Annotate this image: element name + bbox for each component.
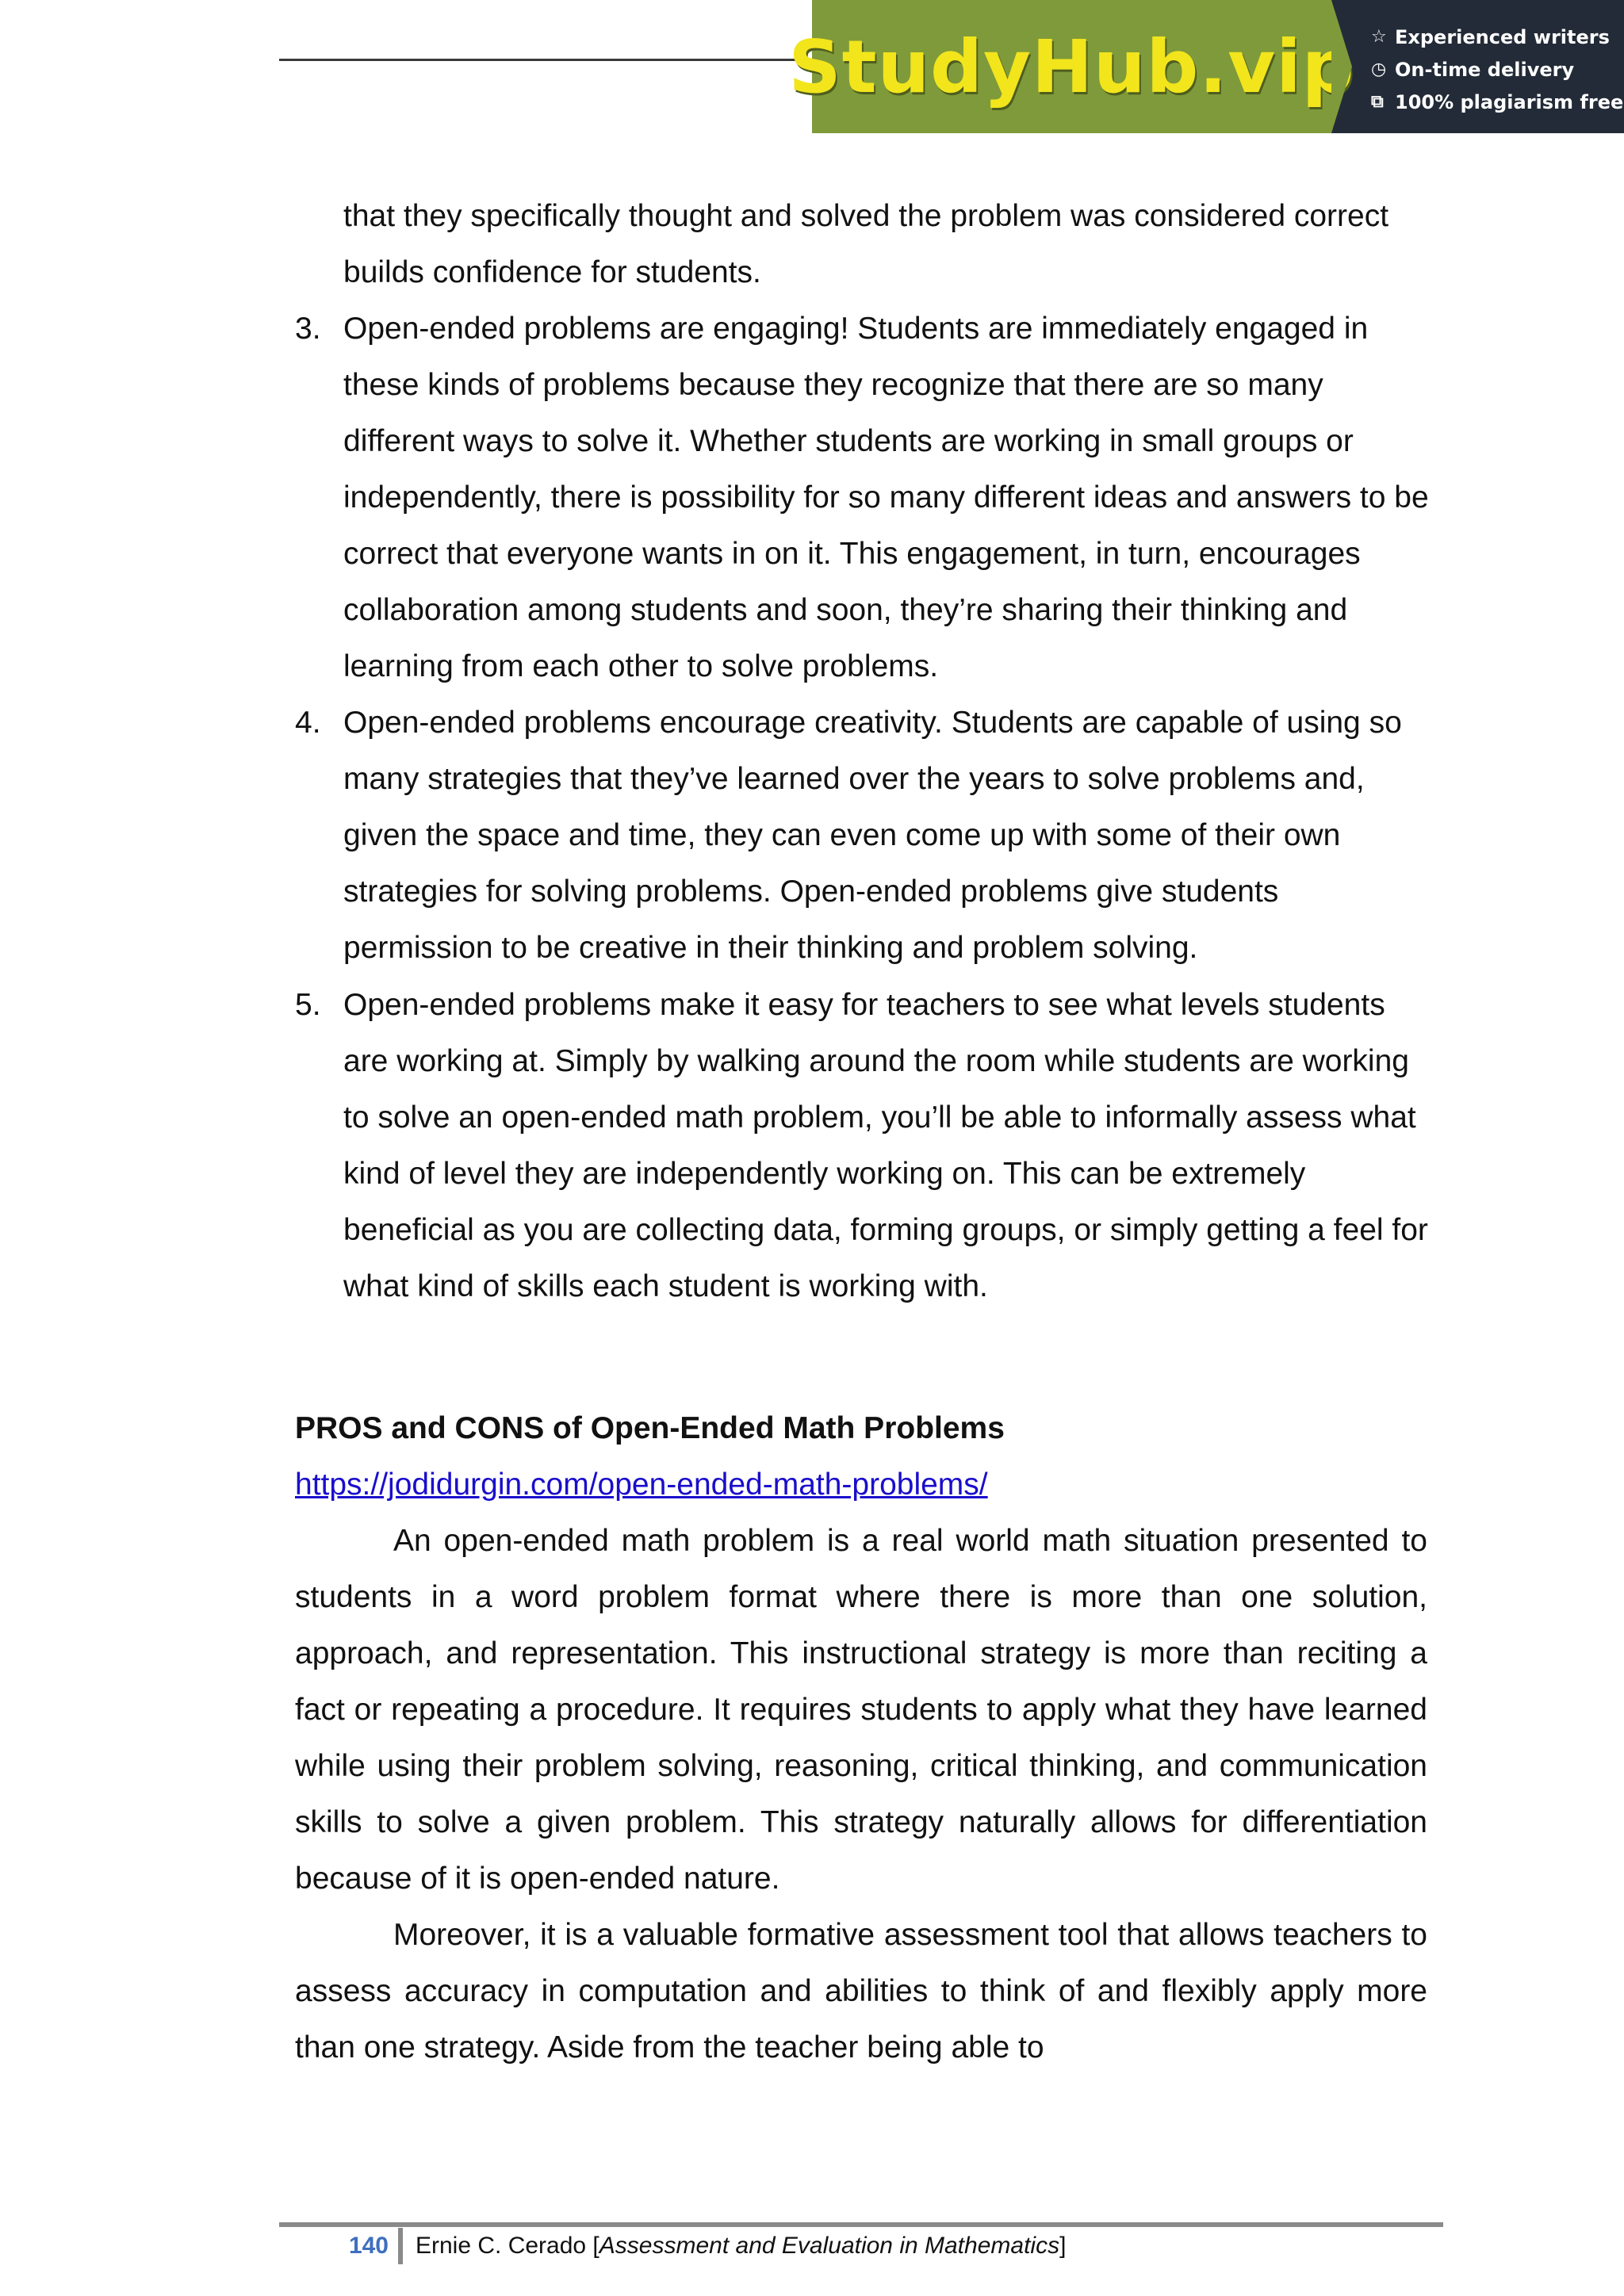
banner-arrow	[1331, 0, 1352, 133]
list-item-continuation: that they specifically thought and solved the problem was considered correct builds confidence for students.	[343, 199, 1389, 289]
header-rule	[279, 59, 818, 61]
footer-separator	[398, 2228, 403, 2264]
list-number: 3.	[295, 312, 321, 346]
page-footer	[279, 2228, 1066, 2264]
section-heading: PROS and CONS of Open-Ended Math Problems	[295, 1411, 1005, 1445]
feature-label: Experienced writers	[1395, 25, 1610, 48]
feature-label: On-time delivery	[1395, 58, 1575, 81]
brand-logo: StudyHub.vip	[788, 24, 1355, 109]
feature-label: 100% plagiarism free	[1395, 90, 1624, 113]
studyhub-banner[interactable]	[788, 0, 1624, 133]
footer-bracket: ]	[1059, 2233, 1067, 2259]
list-text: Open-ended problems are engaging! Students are immediately engaged in these kinds of problems because they recognize that there are so many different ways to solve it. Whether students are working in small groups or independently, there is possibility for so many different ideas and answers to be correct that everyone wants in on it. This engagement, in turn, encourages collaboration among students and soon, they’re sharing their thinking and learning from each other to solve problems.	[343, 312, 1429, 683]
brand-panel	[788, 0, 1355, 133]
paragraph-2: Moreover, it is a valuable formative assessment tool that allows teachers to assess accuracy in computation and abilities to think of and flexibly apply more than one strategy. Aside from the teacher being able to	[295, 1918, 1427, 2064]
source-link[interactable]: https://jodidurgin.com/open-ended-math-problems/	[295, 1468, 988, 1502]
footer-citation	[416, 2233, 1066, 2260]
star-icon: ☆	[1371, 27, 1387, 47]
footer-rule	[279, 2222, 1443, 2227]
feature-plagiarism	[1371, 86, 1624, 118]
feature-experienced	[1371, 21, 1624, 53]
list-text: Open-ended problems make it easy for teachers to see what levels students are working at. Simply by walking around the room while students are working to solve an open-ended math problem, you’ll be able to informally assess what kind of level they are independently working on. This can be extremely beneficial as you are collecting data, forming groups, or simply getting a feel for what kind of skills each student is working with.	[343, 988, 1428, 1303]
copy-icon: ⧉	[1371, 92, 1384, 112]
list-number: 5.	[295, 988, 321, 1022]
footer-book-title: Assessment and Evaluation in Mathematics	[599, 2233, 1060, 2259]
footer-author: Ernie C. Cerado [	[416, 2233, 599, 2259]
page-number: 140	[348, 2233, 389, 2259]
feature-ontime	[1371, 53, 1624, 86]
list-text: Open-ended problems encourage creativity. Students are capable of using so many strategies that they’ve learned over the years to solve problems and, given the space and time, they can even come up with some of their own strategies for solving problems. Open-ended problems give students permission to be creative in their thinking and problem solving.	[343, 706, 1402, 965]
clock-icon: ◷	[1371, 59, 1387, 79]
list-number: 4.	[295, 706, 321, 740]
features-panel	[1331, 0, 1624, 133]
paragraph-1: An open-ended math problem is a real world math situation presented to students in a word problem format where there is more than one solution, approach, and representation. This instructional strategy is more than reciting a fact or repeating a procedure. It requires students to apply what they have learned while using their problem solving, reasoning, critical thinking, and communication skills to solve a given problem. This strategy naturally allows for differentiation because of it is open-ended nature.	[295, 1524, 1427, 1896]
